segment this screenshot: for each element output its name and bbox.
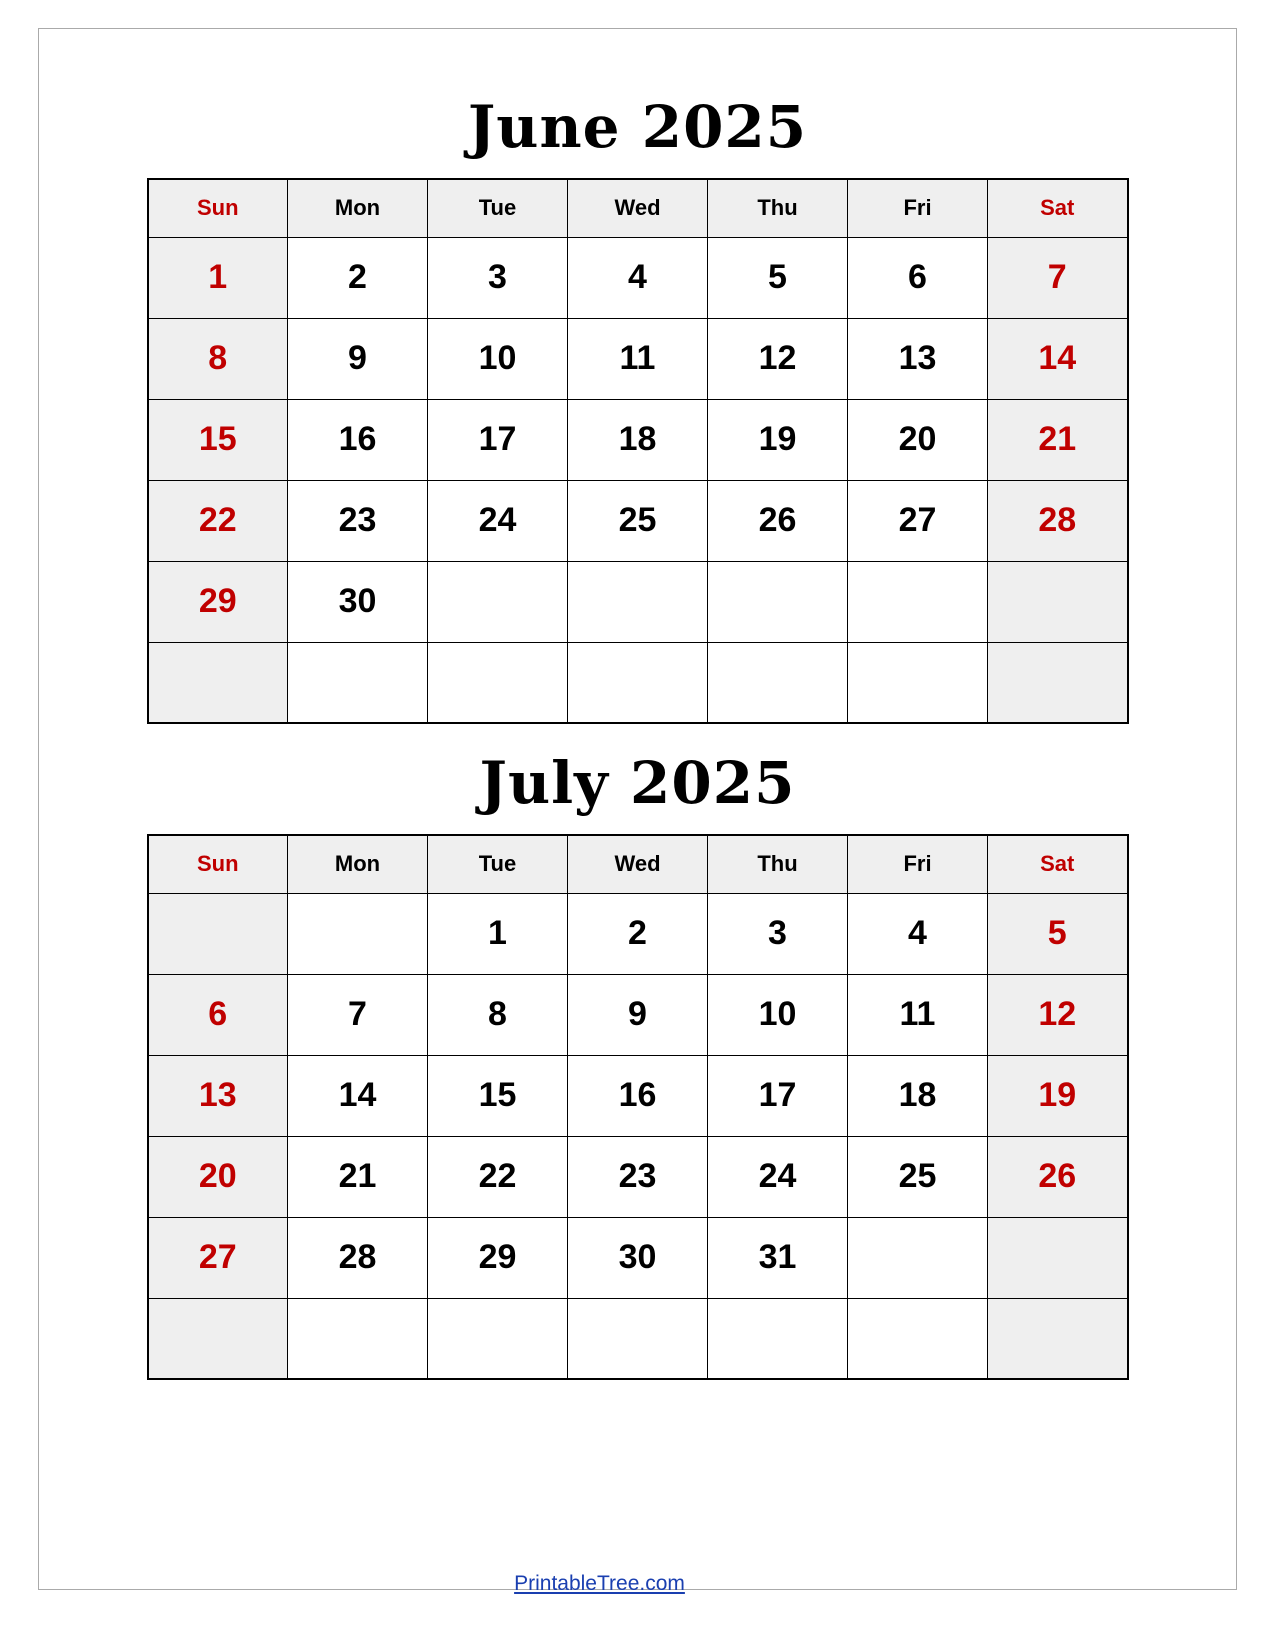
day-cell[interactable]: 5 bbox=[708, 237, 848, 318]
day-cell[interactable] bbox=[988, 561, 1128, 642]
day-cell[interactable]: 1 bbox=[148, 237, 288, 318]
day-cell[interactable]: 15 bbox=[428, 1055, 568, 1136]
weekday-header-wed: Wed bbox=[568, 835, 708, 893]
day-cell[interactable]: 11 bbox=[848, 974, 988, 1055]
calendar-table-june bbox=[147, 178, 1129, 724]
day-cell[interactable]: 2 bbox=[288, 237, 428, 318]
day-cell[interactable]: 28 bbox=[288, 1217, 428, 1298]
day-cell[interactable]: 30 bbox=[568, 1217, 708, 1298]
calendar-week-row bbox=[148, 237, 1128, 318]
day-cell[interactable] bbox=[988, 1217, 1128, 1298]
day-cell[interactable]: 1 bbox=[428, 893, 568, 974]
weekday-header-row bbox=[148, 179, 1128, 237]
page-title-july: July 2025 bbox=[479, 749, 796, 817]
day-cell[interactable]: 6 bbox=[848, 237, 988, 318]
day-cell[interactable] bbox=[568, 642, 708, 723]
day-cell[interactable] bbox=[988, 1298, 1128, 1379]
day-cell[interactable]: 11 bbox=[568, 318, 708, 399]
weekday-header-mon: Mon bbox=[288, 835, 428, 893]
day-cell[interactable]: 23 bbox=[568, 1136, 708, 1217]
calendar-week-row bbox=[148, 561, 1128, 642]
day-cell[interactable] bbox=[148, 642, 288, 723]
month-block-july bbox=[38, 749, 1237, 1380]
day-cell[interactable]: 4 bbox=[568, 237, 708, 318]
day-cell[interactable]: 5 bbox=[988, 893, 1128, 974]
day-cell[interactable] bbox=[288, 893, 428, 974]
day-cell[interactable]: 14 bbox=[288, 1055, 428, 1136]
day-cell[interactable]: 12 bbox=[988, 974, 1128, 1055]
weekday-header-sun: Sun bbox=[148, 179, 288, 237]
day-cell[interactable]: 20 bbox=[148, 1136, 288, 1217]
day-cell[interactable]: 25 bbox=[848, 1136, 988, 1217]
day-cell[interactable]: 15 bbox=[148, 399, 288, 480]
day-cell[interactable]: 10 bbox=[428, 318, 568, 399]
day-cell[interactable]: 29 bbox=[428, 1217, 568, 1298]
day-cell[interactable]: 27 bbox=[148, 1217, 288, 1298]
day-cell[interactable]: 9 bbox=[568, 974, 708, 1055]
day-cell[interactable]: 19 bbox=[708, 399, 848, 480]
calendar-week-row bbox=[148, 318, 1128, 399]
calendar-content bbox=[38, 28, 1237, 1590]
calendar-table-july bbox=[147, 834, 1129, 1380]
day-cell[interactable] bbox=[568, 1298, 708, 1379]
weekday-header-row bbox=[148, 835, 1128, 893]
calendar-week-row bbox=[148, 893, 1128, 974]
day-cell[interactable] bbox=[568, 561, 708, 642]
day-cell[interactable]: 29 bbox=[148, 561, 288, 642]
day-cell[interactable]: 22 bbox=[428, 1136, 568, 1217]
day-cell[interactable]: 19 bbox=[988, 1055, 1128, 1136]
weekday-header-thu: Thu bbox=[708, 179, 848, 237]
day-cell[interactable] bbox=[708, 1298, 848, 1379]
day-cell[interactable] bbox=[428, 642, 568, 723]
day-cell[interactable]: 16 bbox=[288, 399, 428, 480]
day-cell[interactable] bbox=[288, 1298, 428, 1379]
day-cell[interactable]: 26 bbox=[708, 480, 848, 561]
day-cell[interactable]: 2 bbox=[568, 893, 708, 974]
weekday-header-tue: Tue bbox=[428, 179, 568, 237]
day-cell[interactable]: 3 bbox=[708, 893, 848, 974]
day-cell[interactable]: 14 bbox=[988, 318, 1128, 399]
day-cell[interactable]: 24 bbox=[708, 1136, 848, 1217]
day-cell[interactable] bbox=[708, 561, 848, 642]
day-cell[interactable] bbox=[848, 642, 988, 723]
day-cell[interactable] bbox=[848, 1217, 988, 1298]
calendar-table-wrap-july bbox=[38, 834, 1237, 1380]
day-cell[interactable]: 12 bbox=[708, 318, 848, 399]
footer-link[interactable]: PrintableTree.com bbox=[514, 1572, 685, 1595]
weekday-header-tue: Tue bbox=[428, 835, 568, 893]
day-cell[interactable] bbox=[848, 1298, 988, 1379]
day-cell[interactable] bbox=[288, 642, 428, 723]
day-cell[interactable]: 30 bbox=[288, 561, 428, 642]
day-cell[interactable]: 13 bbox=[848, 318, 988, 399]
day-cell[interactable]: 3 bbox=[428, 237, 568, 318]
calendar-week-row bbox=[148, 642, 1128, 723]
weekday-header-sat: Sat bbox=[988, 179, 1128, 237]
weekday-header-mon: Mon bbox=[288, 179, 428, 237]
day-cell[interactable]: 10 bbox=[708, 974, 848, 1055]
calendar-table-wrap-june bbox=[38, 178, 1237, 724]
calendar-week-row bbox=[148, 399, 1128, 480]
day-cell[interactable]: 7 bbox=[288, 974, 428, 1055]
day-cell[interactable]: 25 bbox=[568, 480, 708, 561]
calendar-week-row bbox=[148, 1298, 1128, 1379]
day-cell[interactable]: 23 bbox=[288, 480, 428, 561]
day-cell[interactable] bbox=[708, 642, 848, 723]
month-block-june bbox=[38, 93, 1237, 724]
day-cell[interactable]: 21 bbox=[988, 399, 1128, 480]
weekday-header-fri: Fri bbox=[848, 835, 988, 893]
day-cell[interactable]: 31 bbox=[708, 1217, 848, 1298]
calendar-week-row bbox=[148, 1136, 1128, 1217]
footer bbox=[0, 1572, 1199, 1596]
day-cell[interactable]: 27 bbox=[848, 480, 988, 561]
calendar-week-row bbox=[148, 480, 1128, 561]
day-cell[interactable] bbox=[988, 642, 1128, 723]
day-cell[interactable] bbox=[428, 1298, 568, 1379]
day-cell[interactable]: 16 bbox=[568, 1055, 708, 1136]
day-cell[interactable] bbox=[148, 893, 288, 974]
day-cell[interactable]: 17 bbox=[708, 1055, 848, 1136]
day-cell[interactable]: 6 bbox=[148, 974, 288, 1055]
day-cell[interactable]: 8 bbox=[148, 318, 288, 399]
weekday-header-wed: Wed bbox=[568, 179, 708, 237]
day-cell[interactable]: 26 bbox=[988, 1136, 1128, 1217]
day-cell[interactable]: 8 bbox=[428, 974, 568, 1055]
day-cell[interactable]: 18 bbox=[848, 1055, 988, 1136]
calendar-week-row bbox=[148, 1217, 1128, 1298]
weekday-header-thu: Thu bbox=[708, 835, 848, 893]
weekday-header-sat: Sat bbox=[988, 835, 1128, 893]
day-cell[interactable]: 17 bbox=[428, 399, 568, 480]
weekday-header-sun: Sun bbox=[148, 835, 288, 893]
day-cell[interactable]: 28 bbox=[988, 480, 1128, 561]
day-cell[interactable]: 9 bbox=[288, 318, 428, 399]
weekday-header-fri: Fri bbox=[848, 179, 988, 237]
day-cell[interactable]: 7 bbox=[988, 237, 1128, 318]
day-cell[interactable]: 4 bbox=[848, 893, 988, 974]
day-cell[interactable]: 21 bbox=[288, 1136, 428, 1217]
day-cell[interactable] bbox=[148, 1298, 288, 1379]
day-cell[interactable]: 13 bbox=[148, 1055, 288, 1136]
day-cell[interactable]: 20 bbox=[848, 399, 988, 480]
day-cell[interactable] bbox=[428, 561, 568, 642]
day-cell[interactable]: 22 bbox=[148, 480, 288, 561]
day-cell[interactable]: 24 bbox=[428, 480, 568, 561]
day-cell[interactable] bbox=[848, 561, 988, 642]
day-cell[interactable]: 18 bbox=[568, 399, 708, 480]
calendar-week-row bbox=[148, 974, 1128, 1055]
calendar-week-row bbox=[148, 1055, 1128, 1136]
page-title-june: June 2025 bbox=[467, 93, 808, 161]
